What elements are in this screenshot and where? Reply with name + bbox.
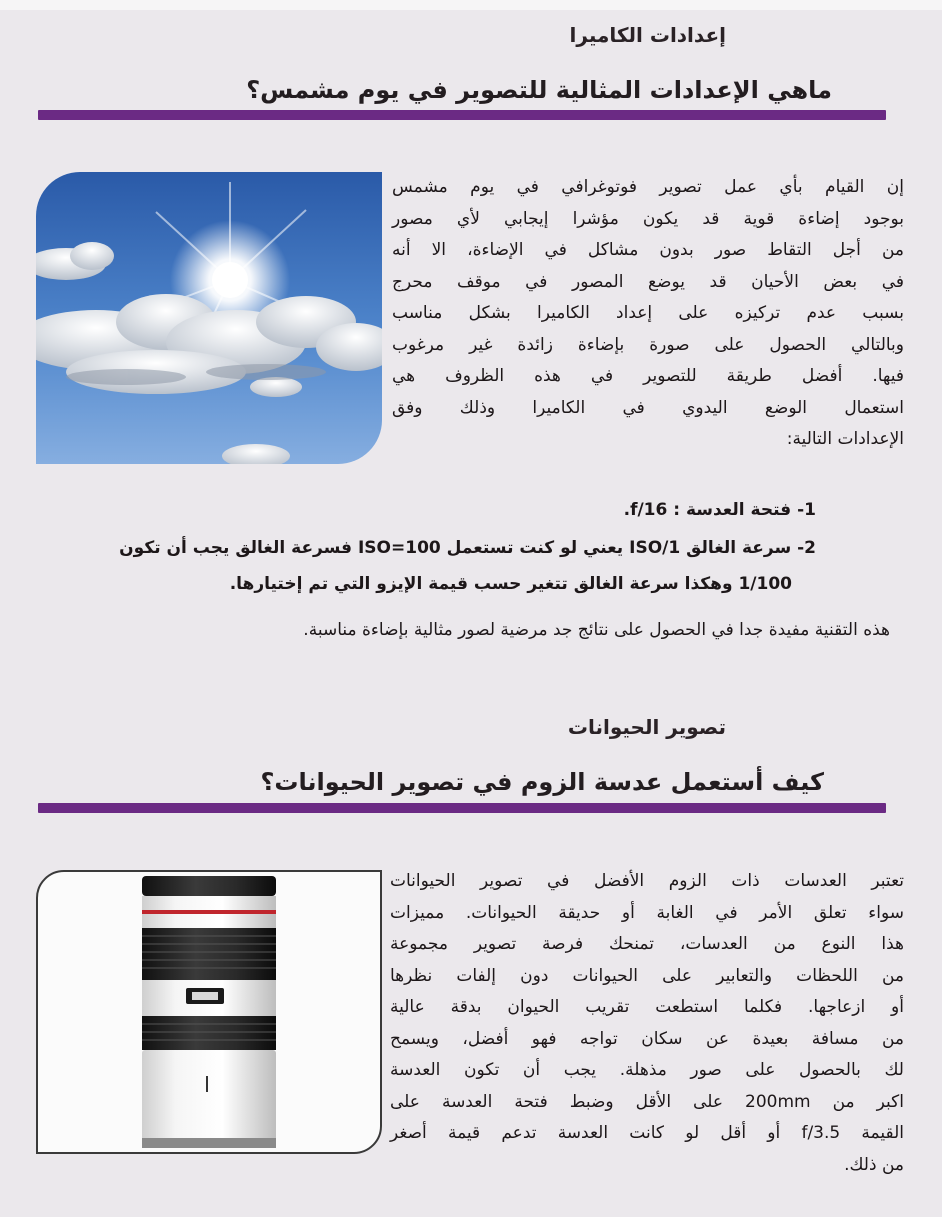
- question-zoom-lens: كيف أستعمل عدسة الزوم في تصوير الحيوانات؟: [260, 768, 824, 796]
- paragraph-line: القيمة f/3.5 أو أقل لو كانت العدسة تدعم قيمة أصغر: [390, 1123, 905, 1143]
- paragraph-line: إن القيام بأي عمل تصوير فوتوغرافي في يوم مشمس: [392, 177, 904, 197]
- paragraph-sunny-day: [392, 172, 904, 456]
- paragraph-line: من مسافة بعيدة عن سكان تواجه فهو أفضل، ويسمح: [390, 1028, 904, 1049]
- divider-rule: [38, 110, 886, 120]
- section-title-camera-settings: إعدادات الكاميرا: [569, 23, 726, 47]
- paragraph-line: فيها. أفضل طريقة للتصوير في هذه الظروف هي: [392, 366, 904, 386]
- paragraph-line: اكبر من 200mm على الأقل وضبط فتحة العدسة على: [390, 1091, 904, 1112]
- camera-lens-icon: [38, 872, 380, 1152]
- divider-rule: [38, 803, 886, 813]
- paragraph-line: هذا النوع من العدسات، تمنحك فرصة تصوير مجموعة: [390, 934, 904, 954]
- sun-icon: [36, 172, 382, 464]
- paragraph-line: سواء تعلق الأمر في الغابة أو حديقة الحيوانات. مميزات: [390, 902, 904, 923]
- paragraph-line: تعتبر العدسات ذات الزوم الأفضل في تصوير الحيوانات: [390, 871, 904, 891]
- paragraph-line: من أجل التقاط صور بدون مشاكل في الإضاءة، الا أنه: [392, 240, 904, 260]
- paragraph-line: بوجود إضاءة قوية قد يكون مؤشرا إيجابي لأي مصور: [392, 208, 904, 229]
- question-sunny-day: ماهي الإعدادات المثالية للتصوير في يوم مشمس؟: [246, 76, 832, 104]
- paragraph-line: وبالتالي الحصول على صورة بإضاءة زائدة غير مرغوب: [392, 334, 904, 355]
- paragraph-line: من اللحظات والتعابير على الحيوانات دون إلفات نظرها: [390, 965, 904, 986]
- paragraph-line: من ذلك.: [844, 1154, 904, 1175]
- zoom-lens-photo: [36, 870, 382, 1154]
- paragraph-line: في بعض الأحيان قد يوضع المصور في موقف محرج: [392, 271, 904, 292]
- paragraph-line: بسبب عدم تركيزه على إعداد الكاميرا بشكل مناسب: [392, 303, 904, 323]
- sunny-sky-photo: [36, 172, 382, 464]
- paragraph-line: استعمال الوضع اليدوي في الكاميرا وذلك وفق: [392, 397, 904, 418]
- list-item-shutter-cont: 1/100 وهكذا سرعة الغالق تتغير حسب قيمة الإيزو التي تم إختيارها.: [229, 574, 792, 594]
- paragraph-line: الإعدادات التالية:: [786, 429, 904, 449]
- section-title-animals: تصوير الحيوانات: [567, 715, 726, 739]
- paragraph-zoom-lens: [390, 866, 904, 1181]
- list-item-aperture: 1- فتحة العدسة : f/16.: [623, 500, 816, 520]
- conclusion-text: هذه التقنية مفيدة جدا في الحصول على نتائج جد مرضية لصور مثالية بإضاءة مناسبة.: [303, 620, 890, 640]
- list-item-shutter: 2- سرعة الغالق 1/ISO يعني لو كنت تستعمل ISO=100 فسرعة الغالق يجب أن تكون: [119, 538, 816, 558]
- paragraph-line: لك بالحصول على صور مذهلة. يجب أن تكون العدسة: [390, 1060, 904, 1080]
- paragraph-line: أو ازعاجها. فكلما استطعت تقريب الحيوان بدقة عالية: [390, 997, 904, 1017]
